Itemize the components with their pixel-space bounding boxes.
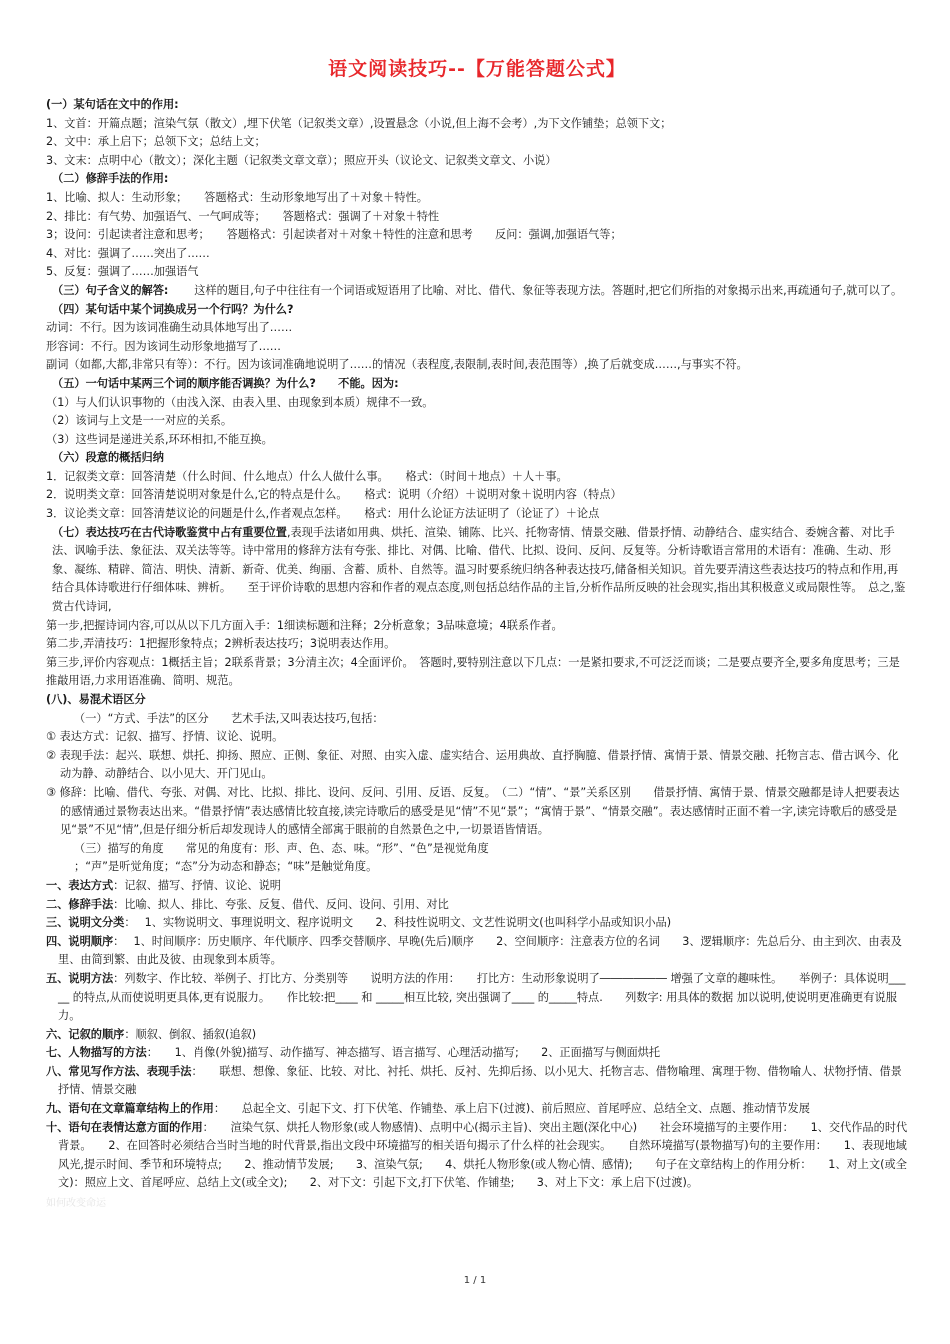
page-number: 1 / 1 [463,1275,487,1286]
text-line [46,1063,908,1100]
line-heading: 二、修辞手法 [46,897,114,911]
text-line: 1．记叙类文章：回答清楚（什么时间、什么地点）什么人做什么事。 格式：（时间＋地点）＋人＋事。 [46,469,568,483]
line-body: ： 1、实物说明文、事理说明文、程序说明文 2、科技性说明文、文艺性说明文(也叫科学小品或知识小品) [124,916,672,930]
text-line: 5、反复：强调了……加强语气 [46,265,199,279]
line-heading: 十、语句在表情达意方面的作用 [46,1120,203,1134]
text-line [46,896,908,915]
text-line: 2．说明类文章：回答清楚说明对象是什么,它的特点是什么。 格式：说明（介绍）＋说明对象＋说明内容（特点） [46,488,622,502]
text-line: （四）某句话中某个词换成另一个行吗？为什么? [52,302,294,316]
line-heading: （七）表达技巧在古代诗歌鉴赏中占有重要位置 [52,525,287,539]
line-body: ,表现手法诸如用典、烘托、渲染、铺陈、比兴、托物寄情、情景交融、借景抒情、动静结合、虚实结合、委婉含蓄、对比手法、讽喻手法、象征法、双关法等等。诗中常用的修辞方法有夸张、排比、对偶、比喻、借代、比拟、设问、反问、反复等。分析诗歌语言常用的术语有：准确、生动、形象、凝练、精辟、简洁、明快、清新、新奇、优美、绚丽、含蓄、质朴、自然等。温习时要系统归纳各种表达技巧,储备相关知识。首先要弄清这些表达技巧的特点和作用,再结合具体诗歌进行仔细体味、辨析。 至于评价诗歌的思想内容和作者的观点态度,则包括总结作品的主旨,分析作品所反映的社会现实,指出其积极意义或局限性等。 总之,鉴赏古代诗词, [52,525,906,614]
text-line [46,970,908,1026]
text-line: ；“声”是听觉角度；“态”分为动态和静态；“味”是触觉角度。 [74,860,378,874]
text-line: 动词：不行。因为该词准确生动具体地写出了…… [46,321,293,335]
line-body: ： 渲染气氛、烘托人物形象(或人物感情)、点明中心(揭示主旨)、突出主题(深化中心) 社会环境描写的主要作用： 1、交代作品的时代背景。 2、在回答时必须结合当时当地的时代背景,指出文段中环境描写的相关语句揭示了什么样的社会现实。 自然环境描写(景物描写)句的主要作用： 1、表现地域风光,提示时间、季节和环境特点; 2、推动情节发展; 3、渲染气氛; 4、烘托人物形象(或人物心情、感情); 句子在文章结构上的作用分析： 1、对上文(或全文)：照应上文、首尾呼应、总结上文(或全文); 2、对下文：引起下文,打下伏笔、作铺垫; 3、对上下文：承上启下(过渡)。 [58,1120,908,1190]
text-line [46,1119,908,1193]
text-line: （五）一句话中某两三个词的顺序能否调换？为什么? 不能。因为: [52,376,399,390]
text-line: （2）该词与上文是一一对应的关系。 [46,414,233,428]
text-line: 3、文末：点明中心（散文）；深化主题（记叙类文章文章）；照应开头（议论文、记叙类文章文、小说） [46,153,557,167]
text-line [46,914,908,933]
line-heading: 四、说明顺序 [46,934,114,948]
line-heading: 七、人物描写的方法 [46,1046,147,1060]
text-line: 副词（如都,大都,非常只有等）：不行。因为该词准确地说明了……的情况（表程度,表限制,表时间,表范围等）,换了后就变成……,与事实不符。 [46,358,748,372]
line-heading: 六、记叙的顺序 [46,1027,125,1041]
text-line: （二）修辞手法的作用: [52,172,169,186]
text-line: （一）“方式、手法”的区分 艺术手法,又叫表达技巧,包括： [74,711,384,725]
ghost-footer-text: 如何改变命运 [46,1198,106,1210]
text-line: 3；设问：引起读者注意和思考； 答题格式：引起读者对＋对象＋特性的注意和思考 反问：强调,加强语气等； [46,228,622,242]
line-heading: 八、常见写作方法、表现手法 [46,1064,192,1078]
line-body: ： 联想、想像、象征、比较、对比、衬托、烘托、反衬、先抑后扬、以小见大、托物言志、借物喻理、寓理于物、借物喻人、状物抒情、借景抒情、情景交融 [58,1064,902,1097]
text-line: ① 表达方式：记叙、描写、抒情、议论、说明。 [46,730,284,744]
text-line: ② 表现手法：起兴、联想、烘托、抑扬、照应、正侧、象征、对照、由实入虚、虚实结合、运用典故、直抒胸臆、借景抒情、寓情于景、情景交融、托物言志、借古讽今、化动为静、动静结合、以小见大、开门见山。 [46,748,899,781]
line-body: ：列数字、作比较、举例子、打比方、分类别等 说明方法的作用： 打比方：生动形象说明了―――――― 增强了文章的趣味性。 举例子：具体说明_____ 的特点,从而使说明更具体,更有说服力。 作比较:把____ 和 _____相互比较, 突出强调了____ 的_____特点. 列数字: 用具体的数据 加以说明,使说明更准确更有说服力。 [58,971,906,1023]
text-line: 2、排比：有气势、加强语气、一气呵成等； 答题格式：强调了＋对象＋特性 [46,209,440,223]
text-line: 1、比喻、拟人：生动形象； 答题格式：生动形象地写出了＋对象＋特性。 [46,190,428,204]
text-line: 形容词：不行。因为该词生动形象地描写了…… [46,339,281,353]
text-line [46,1100,908,1119]
line-body: ： 总起全文、引起下文、打下伏笔、作铺垫、承上启下(过渡)、前后照应、首尾呼应、总结全文、点题、推动情节发展 [213,1102,810,1116]
text-line: 3．议论类文章：回答清楚议论的问题是什么,作者观点怎样。 格式：用什么论证方法证明了（论证了）＋论点 [46,507,600,521]
text-line: （三）描写的角度 常见的角度有：形、声、色、态、味。“形”、“色”是视觉角度 [74,841,489,855]
text-line: （1）与人们认识事物的（由浅入深、由表入里、由现象到本质）规律不一致。 [46,395,434,409]
text-line [46,933,908,970]
text-line: (八)、易混术语区分 [46,693,146,706]
text-line [46,1044,908,1063]
line-heading: 三、说明文分类 [46,916,125,930]
text-line: 第二步,弄清技巧：1把握形象特点；2辨析表达技巧；3说明表达作用。 [46,637,396,651]
text-line: （六）段意的概括归纳 [52,451,164,465]
text-line: 1、文首：开篇点题；渲染气氛（散文）,埋下伏笔（记叙类文章）,设置悬念（小说,但上海不会考）,为下文作铺垫；总领下文； [46,116,672,130]
line-body: ：比喻、拟人、排比、夸张、反复、借代、反问、设问、引用、对比 [113,897,449,911]
text-line: 第三步,评价内容观点：1概括主旨；2联系背景；3分清主次；4全面评价。 答题时,要特别注意以下几点：一是紧扣要求,不可泛泛而谈；二是要点要齐全,要多角度思考；三是推敲用语,力求用语准确、简明、规范。 [46,655,900,688]
line-heading: （三）句子含义的解答: [52,283,169,297]
text-line: 第一步,把握诗词内容,可以从以下几方面入手：1细读标题和注释；2分析意象；3品味意境；4联系作者。 [46,618,563,632]
document-title: 语文阅读技巧--【万能答题公式】 [328,58,626,80]
text-line [46,524,908,617]
text-line: （3）这些词是递进关系,环环相扣,不能互换。 [46,432,273,446]
line-heading: 五、说明方法 [46,971,114,985]
text-line: ③ 修辞：比喻、借代、夸张、对偶、对比、比拟、排比、设问、反问、引用、反语、反复。 （二）“情”、“景”关系区别 借景抒情、寓情于景、情景交融都是诗人把要表达的感情通过景物表达出来。“借景抒情”表达感情比较直接,读完诗歌后的感受是见“情”不见“景”；“寓情于景”、“情景交融”。表达感情时正面不着一字,读完诗歌后的感受是见“景”不见“情”,但是仔细分析后却发现诗人的感情全部寓于眼前的自然景色之中,一切景语皆情语。 [46,785,900,837]
line-body: ： 1、时间顺序：历史顺序、年代顺序、四季交替顺序、早晚(先后)顺序 2、空间顺序：注意表方位的名词 3、逻辑顺序：先总后分、由主到次、由表及里、由简到繁、由此及彼、由现象到本质等。 [58,934,902,967]
line-body: ：顺叙、倒叙、插叙(追叙) [124,1027,257,1041]
text-line: (一）某句话在文中的作用: [46,98,179,111]
line-body: ：记叙、描写、抒情、议论、说明 [113,878,281,892]
line-heading: 一、表达方式 [46,878,114,892]
document-body [46,96,908,1193]
text-line [46,1026,908,1045]
line-body: 这样的题目,句子中往往有一个词语或短语用了比喻、对比、借代、象征等表现方法。答题时,把它们所指的对象揭示出来,再疏通句子,就可以了。 [168,283,903,297]
text-line: 4、对比：强调了……突出了…… [46,246,210,260]
line-heading: 九、语句在文章篇章结构上的作用 [46,1102,214,1116]
document-page [46,56,908,1209]
text-line: 2、文中：承上启下；总领下文；总结上文； [46,135,266,149]
line-body: ： 1、肖像(外貌)描写、动作描写、神态描写、语言描写、心理活动描写; 2、正面描写与侧面烘托 [146,1046,661,1060]
text-line [46,282,908,301]
text-line [46,877,908,896]
